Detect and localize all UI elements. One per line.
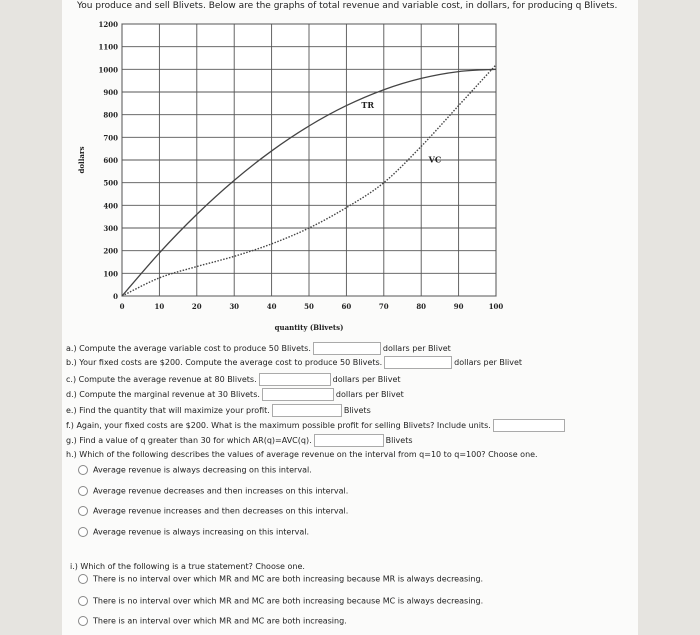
i-option-2[interactable] — [78, 596, 483, 606]
x-tick-label: 40 — [266, 302, 277, 311]
i-option-1[interactable] — [78, 574, 483, 584]
i-option-1-label: There is no interval over which MR and MC are both increasing because MR is always decreasing. — [93, 574, 484, 584]
question-b — [66, 356, 522, 369]
i-option-2-label: There is no interval over which MR and MC are both increasing because MC is always decreasing. — [93, 596, 484, 606]
y-tick-label: 800 — [103, 110, 118, 120]
h-option-4[interactable] — [78, 527, 309, 537]
radio-circle-icon[interactable] — [78, 574, 88, 584]
x-tick-label: 10 — [154, 302, 165, 311]
h-option-3-label: Average revenue increases and then decreases on this interval. — [93, 506, 349, 516]
radio-circle-icon[interactable] — [78, 465, 88, 475]
curve-label-vc: VC — [428, 154, 442, 165]
y-tick-label: 1200 — [98, 20, 118, 29]
x-tick-label: 0 — [119, 302, 125, 311]
question-e-unit: Blivets — [343, 406, 371, 415]
answer-e-input[interactable] — [272, 404, 342, 417]
radio-circle-icon[interactable] — [78, 527, 88, 537]
y-axis-label: dollars — [77, 146, 86, 174]
problem-intro: You produce and sell Blivets. Below are the graphs of total revenue and variable cost, in dollars, for producing q Blivets. — [77, 1, 618, 11]
question-d — [66, 388, 404, 401]
question-a-text: a.) Compute the average variable cost to produce 50 Blivets. — [66, 344, 311, 353]
question-i: i.) Which of the following is a true statement? Choose one. — [70, 562, 305, 571]
x-tick-label: 50 — [304, 302, 314, 311]
question-g-text: g.) Find a value of q greater than 30 for which AR(q)=AVC(q). — [66, 436, 312, 445]
x-tick-label: 60 — [341, 302, 352, 311]
answer-f-input[interactable] — [493, 419, 565, 432]
h-option-3[interactable] — [78, 506, 348, 516]
answer-g-input[interactable] — [314, 434, 384, 447]
answer-b-input[interactable] — [384, 356, 452, 369]
y-tick-label: 400 — [103, 201, 118, 211]
question-e — [66, 404, 371, 417]
y-tick-label: 1000 — [98, 65, 118, 75]
question-c-unit: dollars per Blivet — [332, 375, 401, 384]
question-f — [66, 419, 567, 432]
answer-a-input[interactable] — [313, 342, 381, 355]
y-tick-label: 0 — [113, 292, 118, 301]
answer-c-input[interactable] — [259, 373, 331, 386]
radio-circle-icon[interactable] — [78, 616, 88, 626]
y-tick-label: 200 — [103, 246, 118, 256]
y-tick-label: 500 — [103, 178, 118, 188]
i-option-3-label: There is an interval over which MR and MC are both increasing. — [93, 616, 347, 626]
h-option-1-label: Average revenue is always decreasing on this interval. — [93, 465, 312, 475]
y-tick-label: 100 — [103, 269, 118, 279]
x-tick-label: 70 — [378, 302, 389, 311]
y-tick-label: 900 — [103, 88, 118, 97]
y-tick-label: 300 — [103, 224, 118, 233]
question-b-unit: dollars per Blivet — [454, 358, 523, 367]
question-d-unit: dollars per Blivet — [335, 390, 404, 399]
x-tick-label: 100 — [488, 302, 504, 311]
question-a — [66, 342, 451, 355]
h-option-4-label: Average revenue is always increasing on this interval. — [93, 527, 310, 537]
h-option-2-label: Average revenue decreases and then increases on this interval. — [93, 486, 349, 496]
question-g — [66, 434, 413, 447]
question-c-text: c.) Compute the average revenue at 80 Blivets. — [66, 375, 257, 384]
h-option-2[interactable] — [78, 486, 348, 496]
x-tick-label: 80 — [416, 302, 427, 311]
x-tick-label: 20 — [191, 302, 202, 311]
question-f-text: f.) Again, your fixed costs are $200. What is the maximum possible profit for selling Blivets? Include units. — [66, 421, 491, 430]
y-tick-label: 1100 — [98, 42, 118, 52]
h-option-1[interactable] — [78, 465, 312, 475]
question-h: h.) Which of the following describes the values of average revenue on the interval from q=10 to q=100? Choose one. — [66, 450, 538, 459]
radio-circle-icon[interactable] — [78, 506, 88, 516]
answer-d-input[interactable] — [262, 388, 334, 401]
question-c — [66, 373, 401, 386]
question-d-text: d.) Compute the marginal revenue at 30 Blivets. — [66, 390, 260, 399]
radio-circle-icon[interactable] — [78, 486, 88, 496]
x-axis-label: quantity (Blivets) — [274, 323, 344, 332]
question-b-text: b.) Your fixed costs are $200. Compute the average cost to produce 50 Blivets. — [66, 358, 383, 367]
i-option-3[interactable] — [78, 616, 347, 626]
question-e-text: e.) Find the quantity that will maximize your profit. — [66, 406, 270, 415]
curve-label-tr: TR — [361, 99, 374, 110]
question-a-unit: dollars per Blivet — [382, 344, 451, 353]
radio-circle-icon[interactable] — [78, 596, 88, 606]
question-g-unit: Blivets — [385, 436, 413, 445]
y-tick-label: 700 — [103, 133, 118, 143]
x-tick-label: 90 — [453, 302, 464, 311]
y-tick-label: 600 — [103, 156, 118, 165]
x-tick-label: 30 — [229, 302, 240, 311]
